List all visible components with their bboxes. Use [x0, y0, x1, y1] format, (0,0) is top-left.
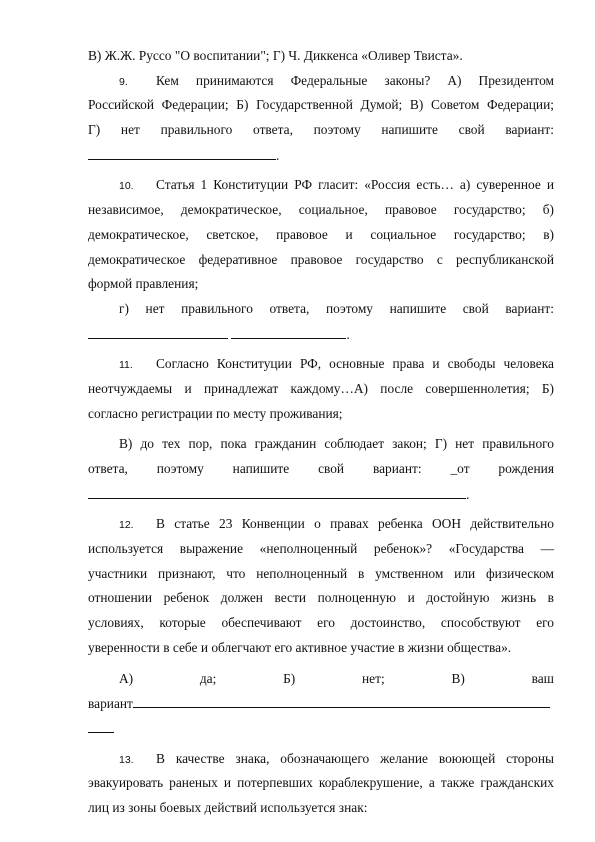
- question-11-line-1: 11. Согласно Конституции РФ, основные права и свободы человека: [88, 352, 554, 377]
- text-line: [88, 44, 554, 69]
- question-13-line-1: 13. В качестве знака, обозначающего желание воюющей стороны: [88, 747, 554, 772]
- question-12-line-3: участники признают, что неполноценный в умственном или физическом: [88, 565, 554, 581]
- question-11-line-2: неотчуждаемы и принадлежат каждому…А) после совершеннолетия; Б): [88, 380, 554, 396]
- question-13-line-3: лиц из зоны боевых действий используется знак:: [88, 799, 368, 815]
- question-10-line-1: 10. Статья 1 Конституции РФ гласит: «Россия есть… а) суверенное и: [88, 173, 554, 198]
- question-9-line-2: Российской Федерации; Б) Государственной Думой; В) Советом Федерации;: [88, 97, 554, 113]
- question-12-options: [88, 667, 554, 692]
- question-number: 10.: [119, 180, 134, 193]
- question-number: 11.: [119, 359, 133, 372]
- option-a: А) да;: [119, 670, 217, 686]
- question-10-line-4: демократическое федеративное правовое государство с республиканской: [88, 251, 554, 267]
- option-c: В) ваш: [451, 670, 554, 686]
- answer-blank[interactable]: [88, 143, 276, 160]
- question-11-line-5: ответа, поэтому напишите свой вариант: _от рождения: [88, 461, 554, 476]
- question-10-line-3: демократическое, светское, правовое и социальное государство; в): [88, 226, 554, 242]
- question-12-answer-line-2: [88, 716, 554, 741]
- question-11-line-4: В) до тех пор, пока гражданин соблюдает закон; Г) нет правильного: [119, 436, 554, 452]
- question-number: 13.: [119, 753, 134, 766]
- question-12-line-4: отношении ребенок должен вести полноценную и достойную жизнь в: [88, 590, 554, 606]
- question-10-line-5: формой правления;: [88, 276, 199, 292]
- question-9-answer-line: .: [88, 143, 554, 168]
- answer-blank[interactable]: [231, 322, 346, 339]
- answer-blank[interactable]: [133, 691, 550, 708]
- handwritten-answer: _от рождения: [450, 461, 554, 476]
- question-12-variant-line: вариант: [88, 691, 554, 716]
- answer-blank[interactable]: [88, 322, 228, 339]
- question-12-line-6: уверенности в себе и облегчают его активное участие в жизни общества».: [88, 639, 512, 655]
- option-b: Б) нет;: [283, 670, 385, 686]
- question-11-answer-line: .: [88, 482, 554, 507]
- question-12-line-1: 12. В статье 23 Конвенции о правах ребенка ООН действительно: [88, 512, 554, 537]
- question-9-line-1: 9. Кем принимаются Федеральные законы? А) Президентом: [88, 69, 554, 94]
- question-10-answer-line: .: [88, 322, 554, 347]
- document-body: [88, 44, 554, 821]
- question-number: 12.: [119, 519, 134, 532]
- question-9-line-3: Г) нет правильного ответа, поэтому напишите свой вариант:: [88, 122, 554, 138]
- question-12-line-2: используется выражение «неполноценный ребенок»? «Государства —: [88, 541, 554, 557]
- question-10-line-6: г) нет правильного ответа, поэтому напишите свой вариант:: [119, 300, 554, 316]
- answer-blank[interactable]: [88, 716, 114, 733]
- question-13-line-2: эвакуировать раненых и потерпевших кораблекрушение, а также гражданских: [88, 775, 554, 791]
- question-11-line-3: согласно регистрации по месту проживания;: [88, 405, 343, 421]
- question-number: 9.: [119, 75, 128, 88]
- answer-blank[interactable]: [88, 482, 466, 499]
- question-12-line-5: условиях, которые обеспечивают его достоинство, способствуют его: [88, 615, 554, 631]
- line-text: В) Ж.Ж. Руссо "О воспитании"; Г) Ч. Диккенса «Оливер Твиста».: [88, 48, 463, 63]
- question-10-line-2: независимое, демократическое, социальное, правовое государство; б): [88, 202, 554, 218]
